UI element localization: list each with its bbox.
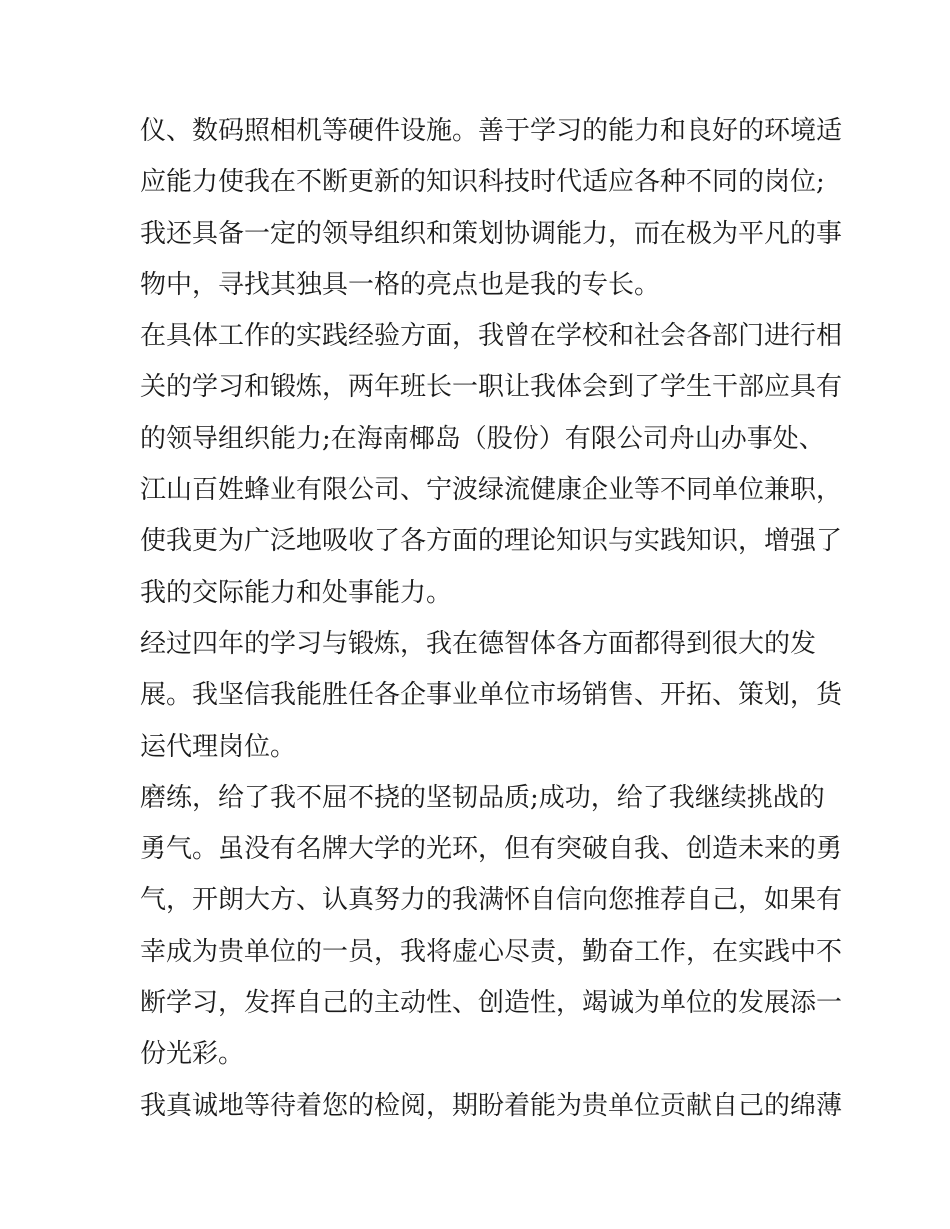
text-line: 江山百姓蜂业有限公司、宁波绿流健康企业等不同单位兼职， bbox=[140, 475, 843, 506]
text-line: 在具体工作的实践经验方面，我曾在学校和社会各部门进行相 bbox=[140, 321, 843, 352]
text-line: 的领导组织能力;在海南椰岛（股份）有限公司舟山办事处、 bbox=[140, 423, 825, 454]
text-line: 使我更为广泛地吸收了各方面的理论知识与实践知识，增强了 bbox=[140, 526, 843, 557]
text-line: 我真诚地等待着您的检阅，期盼着能为贵单位贡献自己的绵薄 bbox=[140, 1090, 843, 1121]
letter-body bbox=[140, 106, 843, 1132]
text-line: 运代理岗位。 bbox=[140, 731, 297, 762]
text-line: 我的交际能力和处事能力。 bbox=[140, 577, 453, 608]
text-line: 物中，寻找其独具一格的亮点也是我的专长。 bbox=[140, 269, 661, 300]
text-line: 仪、数码照相机等硬件设施。善于学习的能力和良好的环境适 bbox=[140, 116, 843, 146]
text-line: 份光彩。 bbox=[140, 1039, 245, 1070]
text-line: 应能力使我在不断更新的知识科技时代适应各种不同的岗位; bbox=[140, 167, 825, 198]
text-line: 断学习，发挥自己的主动性、创造性，竭诚为单位的发展添一 bbox=[140, 988, 843, 1019]
text-line: 关的学习和锻炼，两年班长一职让我体会到了学生干部应具有 bbox=[140, 372, 843, 403]
text-line: 气，开朗大方、认真努力的我满怀自信向您推荐自己，如果有 bbox=[140, 885, 843, 916]
text-line: 展。我坚信我能胜任各企事业单位市场销售、开拓、策划，货 bbox=[140, 680, 843, 711]
text-line: 幸成为贵单位的一员，我将虚心尽责，勤奋工作，在实践中不 bbox=[140, 936, 843, 967]
text-line: 经过四年的学习与锻炼，我在德智体各方面都得到很大的发 bbox=[140, 628, 817, 659]
text-line: 勇气。虽没有名牌大学的光环，但有突破自我、创造未来的勇 bbox=[140, 834, 843, 865]
text-line: 磨练，给了我不屈不挠的坚韧品质;成功，给了我继续挑战的 bbox=[140, 782, 825, 813]
text-line: 我还具备一定的领导组织和策划协调能力，而在极为平凡的事 bbox=[140, 218, 843, 249]
